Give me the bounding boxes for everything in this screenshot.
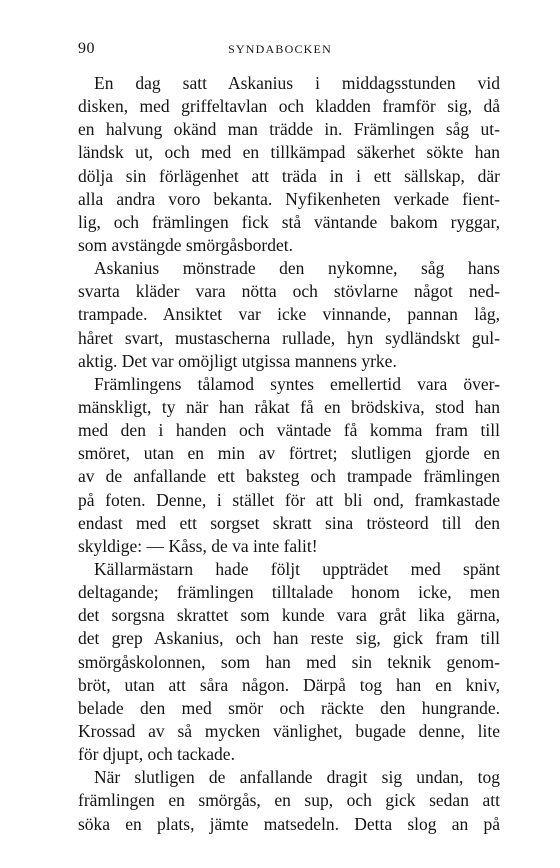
text-line: trampade. Ansiktet var icke vinnande, pannan låg,	[78, 304, 500, 325]
text-line: skyldige: — Kåss, de va inte falit!	[78, 535, 318, 556]
text-line: deltagande; främlingen tilltalade honom icke, men	[78, 582, 500, 603]
text-line: lig, och främlingen fick stå väntande bakom ryggar,	[78, 211, 500, 232]
text-line: på foten. Denne, i stället för att bli ond, framkastade	[78, 489, 500, 510]
text-line: En dag satt Askanius i middagsstunden vid	[94, 73, 500, 93]
text-line: det sorgsna skrattet som kunde vara gråt lika gärna,	[78, 605, 500, 626]
text-line: Främlingens tålamod syntes emellertid vara över-	[94, 373, 500, 394]
text-line: endast med ett sorgset skratt sina trösteord till den	[78, 512, 500, 533]
text-line: bröt, utan att såra någon. Därpå tog han en kniv,	[78, 674, 500, 695]
running-title: SYNDABOCKEN	[228, 42, 332, 56]
body-text	[78, 72, 500, 836]
text-line: mänskligt, ty när han råkat få en brödskiva, stod han	[78, 396, 500, 417]
text-line: Källarmästarn hade följt uppträdet med spänt	[94, 558, 500, 579]
text-line: främlingen en smörgås, en sup, och gick sedan att	[78, 790, 500, 811]
text-line: disken, med griffeltavlan och kladden framför sig, då	[78, 96, 500, 117]
text-line: för djupt, och tackade.	[78, 744, 235, 765]
text-line: söka en plats, jämte matsedeln. Detta slog an på	[78, 813, 500, 834]
text-line: det grep Askanius, och han reste sig, gick fram till	[78, 628, 500, 649]
text-line: Krossad av så mycken vänlighet, bugade denne, lite	[78, 720, 500, 741]
text-line: en halvung okänd man trädde in. Främlingen såg ut-	[78, 119, 500, 140]
page-number: 90	[78, 40, 95, 57]
text-line: dölja sin förlägenhet att träda in i ett sällskap, där	[78, 165, 500, 186]
text-line: alla andra voro bekanta. Nyfikenheten verkade fient-	[78, 188, 500, 209]
text-line: med den i handen och väntade få komma fram till	[78, 420, 500, 441]
text-line: smörgåskolonnen, som han med sin teknik genom-	[78, 651, 500, 672]
text-line: svarta kläder vara nötta och stövlarne något ned-	[78, 281, 500, 302]
text-line: smöret, utan en min av förtret; slutligen gjorde en	[78, 443, 500, 464]
text-line: När slutligen de anfallande dragit sig undan, tog	[94, 767, 500, 788]
text-line: håret svart, mustascherna rullade, hyn sydländskt gul-	[78, 327, 500, 348]
text-line: som avstängde smörgåsbordet.	[78, 234, 293, 255]
text-line: belade den med smör och räckte den hungrande.	[78, 697, 500, 718]
text-line: ländsk ut, och med en tillkämpad säkerhet sökte han	[78, 142, 500, 163]
text-line: av de anfallande ett baksteg och trampade främlingen	[78, 466, 500, 487]
text-line: aktig. Det var omöjligt utgissa mannens yrke.	[78, 350, 397, 371]
text-line: Askanius mönstrade den nykomne, såg hans	[94, 258, 500, 279]
